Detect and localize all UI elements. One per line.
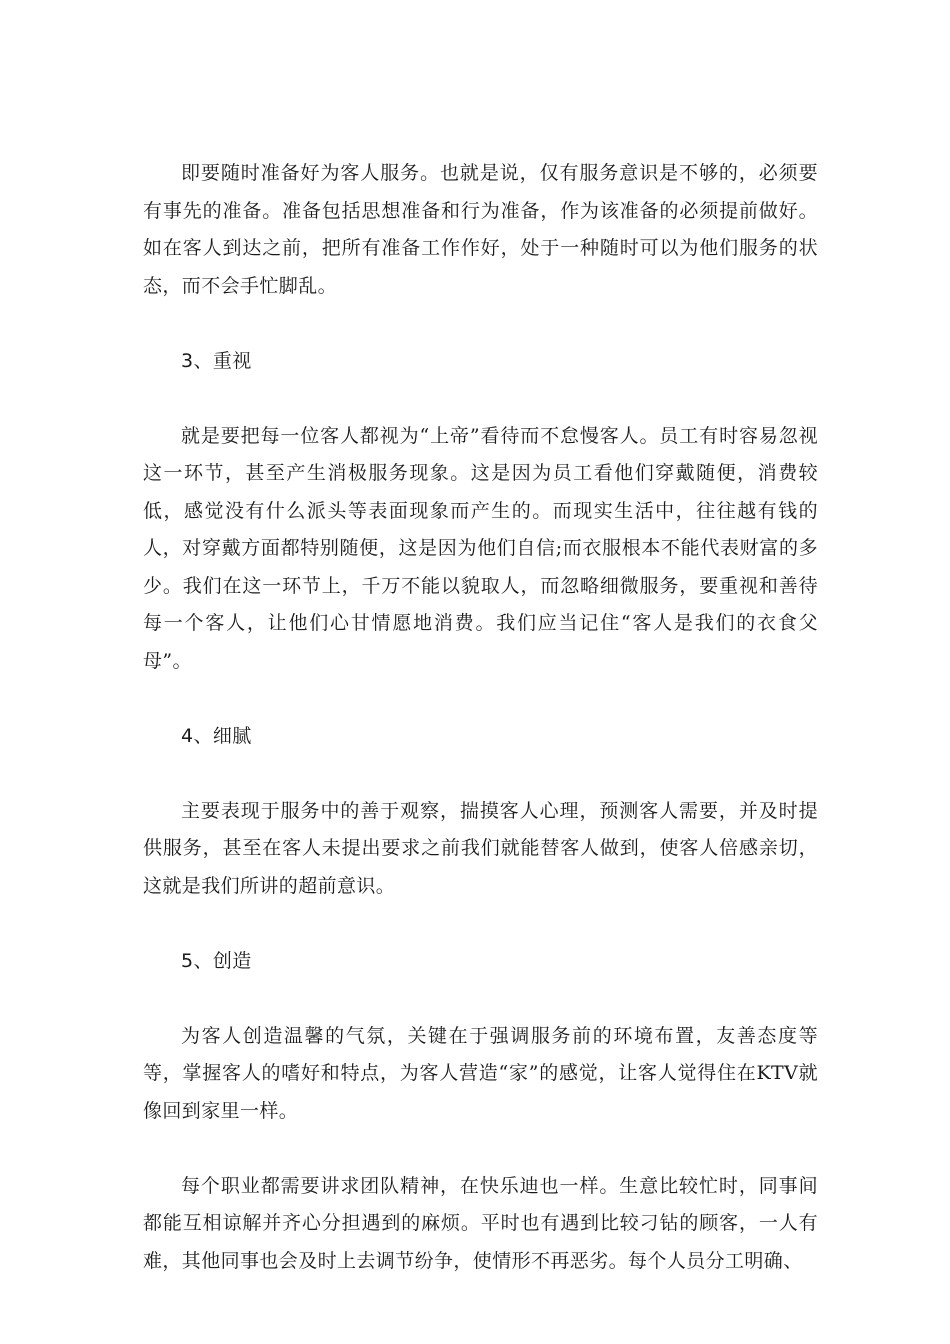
paragraph-attention: 就是要把每一位客人都视为“上帝”看待而不怠慢客人。员工有时容易忽视这一环节，甚至产生消极服务现象。这是因为员工看他们穿戴随便，消费较低，感觉没有什么派头等表面现象而产生的。而现实生活中，往往越有钱的人，对穿戴方面都特别随便，这是因为他们自信;而衣服根本不能代表财富的多少。我们在这一环节上，千万不能以貌取人，而忽略细微服务，要重视和善待每一个客人，让他们心甘情愿地消费。我们应当记住“客人是我们的衣食父母”。: [143, 424, 818, 672]
paragraph-gap: [143, 680, 818, 718]
paragraph-gap: [143, 305, 818, 343]
paragraph-gap: [143, 1130, 818, 1168]
paragraph-create: 为客人创造温馨的气氛，关键在于强调服务前的环境布置，友善态度等等，掌握客人的嗜好和特点，为客人营造“家”的感觉，让客人觉得住在KTV就像回到家里一样。: [143, 1024, 818, 1122]
section-heading-create: 5、创造: [181, 949, 252, 972]
paragraph-gap: [143, 980, 818, 1018]
paragraph-teamwork: 每个职业都需要讲求团队精神，在快乐迪也一样。生意比较忙时，同事间都能互相谅解并齐心分担遇到的麻烦。平时也有遇到比较刁钻的顾客，一人有难，其他同事也会及时上去调节纷争，使情形不再恶劣。每个人员分工明确、: [143, 1174, 818, 1272]
paragraph-preparation: 即要随时准备好为客人服务。也就是说，仅有服务意识是不够的，必须要有事先的准备。准备包括思想准备和行为准备，作为该准备的必须提前做好。如在客人到达之前，把所有准备工作作好，处于一种随时可以为他们服务的状态，而不会手忙脚乱。: [143, 162, 818, 297]
paragraph-gap: [143, 755, 818, 793]
paragraph-gap: [143, 905, 818, 943]
section-heading-attention: 3、重视: [181, 349, 252, 372]
paragraph-gap: [143, 380, 818, 418]
section-heading-meticulous: 4、细腻: [181, 724, 252, 747]
document-body: [143, 155, 818, 1280]
paragraph-meticulous: 主要表现于服务中的善于观察，揣摸客人心理，预测客人需要，并及时提供服务，甚至在客人未提出要求之前我们就能替客人做到，使客人倍感亲切，这就是我们所讲的超前意识。: [143, 799, 818, 897]
